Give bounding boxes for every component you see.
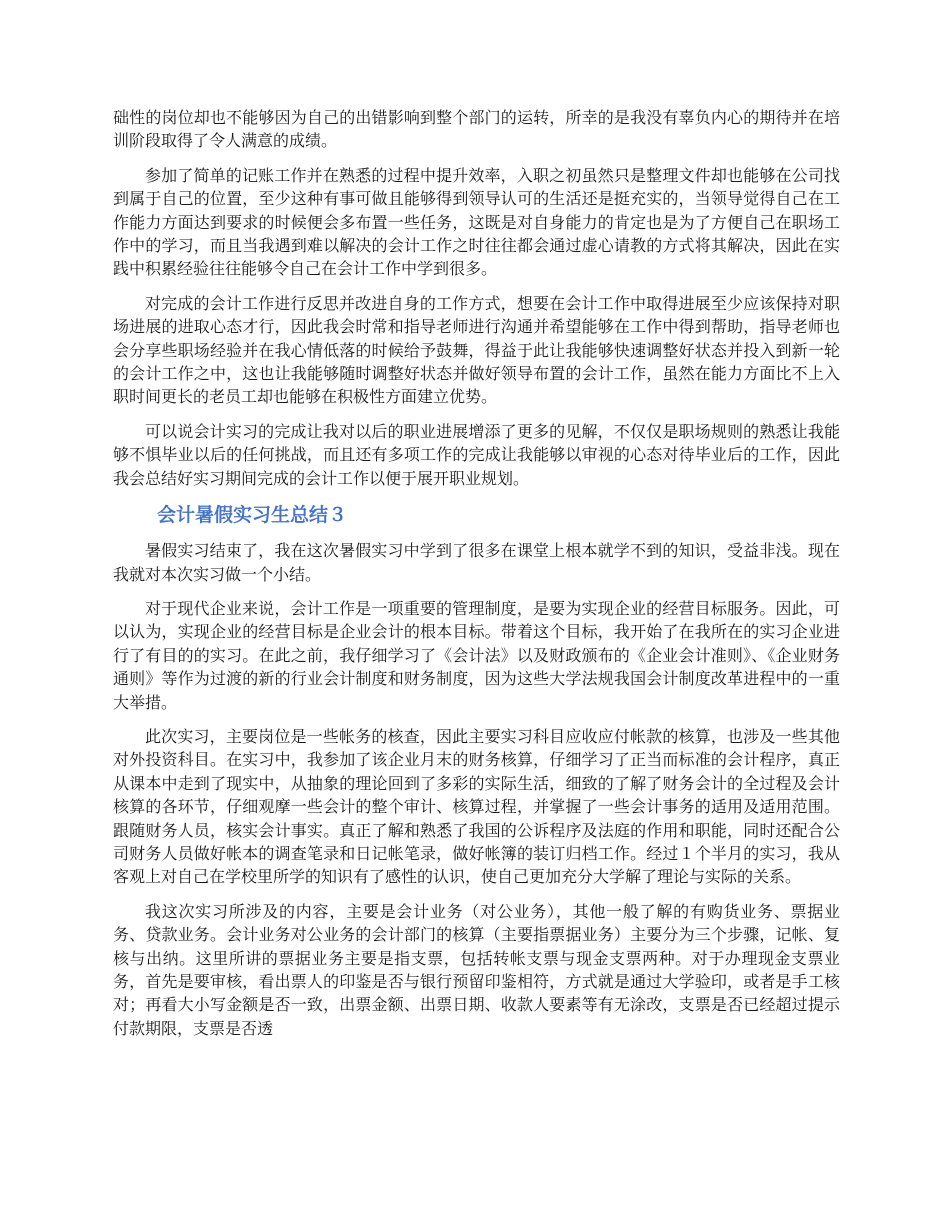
body-paragraph: 对于现代企业来说，会计工作是一项重要的管理制度，是要为实现企业的经营目标服务。因此，可以认为，实现企业的经营目标是企业会计的根本目标。带着这个目标，我开始了在我所在的实习企业进行了有目的的实习。在此之前，我仔细学习了《会计法》以及财政颁布的《企业会计准则》、《企业财务通则》等作为过渡的新的行业会计制度和财务制度，因为这些大学法规我国会计制度改革进程中的一重大举措。 — [113, 598, 840, 712]
section-heading: 会计暑假实习生总结３ — [157, 504, 348, 527]
body-paragraph: 对完成的会计工作进行反思并改进自身的工作方式，想要在会计工作中取得进展至少应该保持对职场进展的进取心态才行，因此我会时常和指导老师进行沟通并希望能够在工作中得到帮助，指导老师也会分享些职场经验并在我心情低落的时候给予鼓舞，得益于此让我能够快速调整好状态并投入到新一轮的会计工作之中，这也让我能够随时调整好状态并做好领导布置的会计工作，虽然在能力方面比不上入职时间更长的老员工却也能够在积极性方面建立优势。 — [113, 293, 840, 407]
body-paragraph-continued: 础性的岗位却也不能够因为自己的出错影响到整个部门的运转，所幸的是我没有辜负内心的期待并在培训阶段取得了令人满意的成绩。 — [113, 108, 840, 151]
body-paragraph: 参加了简单的记账工作并在熟悉的过程中提升效率，入职之初虽然只是整理文件却也能够在公司找到属于自己的位置，至少这种有事可做且能够得到领导认可的生活还是挺充实的，当领导觉得自己在工作能力方面达到要求的时候便会多布置一些任务，这既是对自身能力的肯定也是为了方便自己在职场工作中的学习，而且当我遇到难以解决的会计工作之时往往都会通过虚心请教的方式将其解决，因此在实践中积累经验往往能够令自己在会计工作中学到很多。 — [113, 165, 840, 279]
body-paragraph: 暑假实习结束了，我在这次暑假实习中学到了很多在课堂上根本就学不到的知识，受益非浅。现在我就对本次实习做一个小结。 — [113, 541, 840, 584]
body-paragraph: 我这次实习所涉及的内容，主要是会计业务（对公业务），其他一般了解的有购货业务、票据业务、贷款业务。会计业务对公业务的会计部门的核算（主要指票据业务）主要分为三个步骤，记帐、复核与出纳。这里所讲的票据业务主要是指支票，包括转帐支票与现金支票两种。对于办理现金支票业务，首先是要审核，看出票人的印鉴是否与银行预留印鉴相符，方式就是通过大学验印，或者是手工核对；再看大小写金额是否一致，出票金额、出票日期、收款人要素等有无涂改，支票是否已经超过提示付款期限，支票是否透 — [113, 901, 840, 1038]
body-paragraph: 可以说会计实习的完成让我对以后的职业进展增添了更多的见解，不仅仅是职场规则的熟悉让我能够不惧毕业以后的任何挑战，而且还有多项工作的完成让我能够以审视的心态对待毕业后的工作，因此我会总结好实习期间完成的会计工作以便于展开职业规划。 — [113, 421, 840, 488]
body-paragraph: 此次实习，主要岗位是一些帐务的核查，因此主要实习科目应收应付帐款的核算，也涉及一些其他对外投资科目。在实习中，我参加了该企业月末的财务核算，仔细学习了正当而标准的会计程序，真正从课本中走到了现实中，从抽象的理论回到了多彩的实际生活，细致的了解了财务会计的全过程及会计核算的各环节，仔细观摩一些会计的整个审计、核算过程，并掌握了一些会计事务的适用及适用范围。跟随财务人员，核实会计事实。真正了解和熟悉了我国的公诉程序及法庭的作用和职能，同时还配合公司财务人员做好帐本的调查笔录和日记帐笔录，做好帐簿的装订归档工作。经过１个半月的实习，我从客观上对自己在学校里所学的知识有了感性的认识，使自己更加充分大学解了理论与实际的关系。 — [113, 726, 840, 887]
document-page — [113, 106, 840, 1051]
